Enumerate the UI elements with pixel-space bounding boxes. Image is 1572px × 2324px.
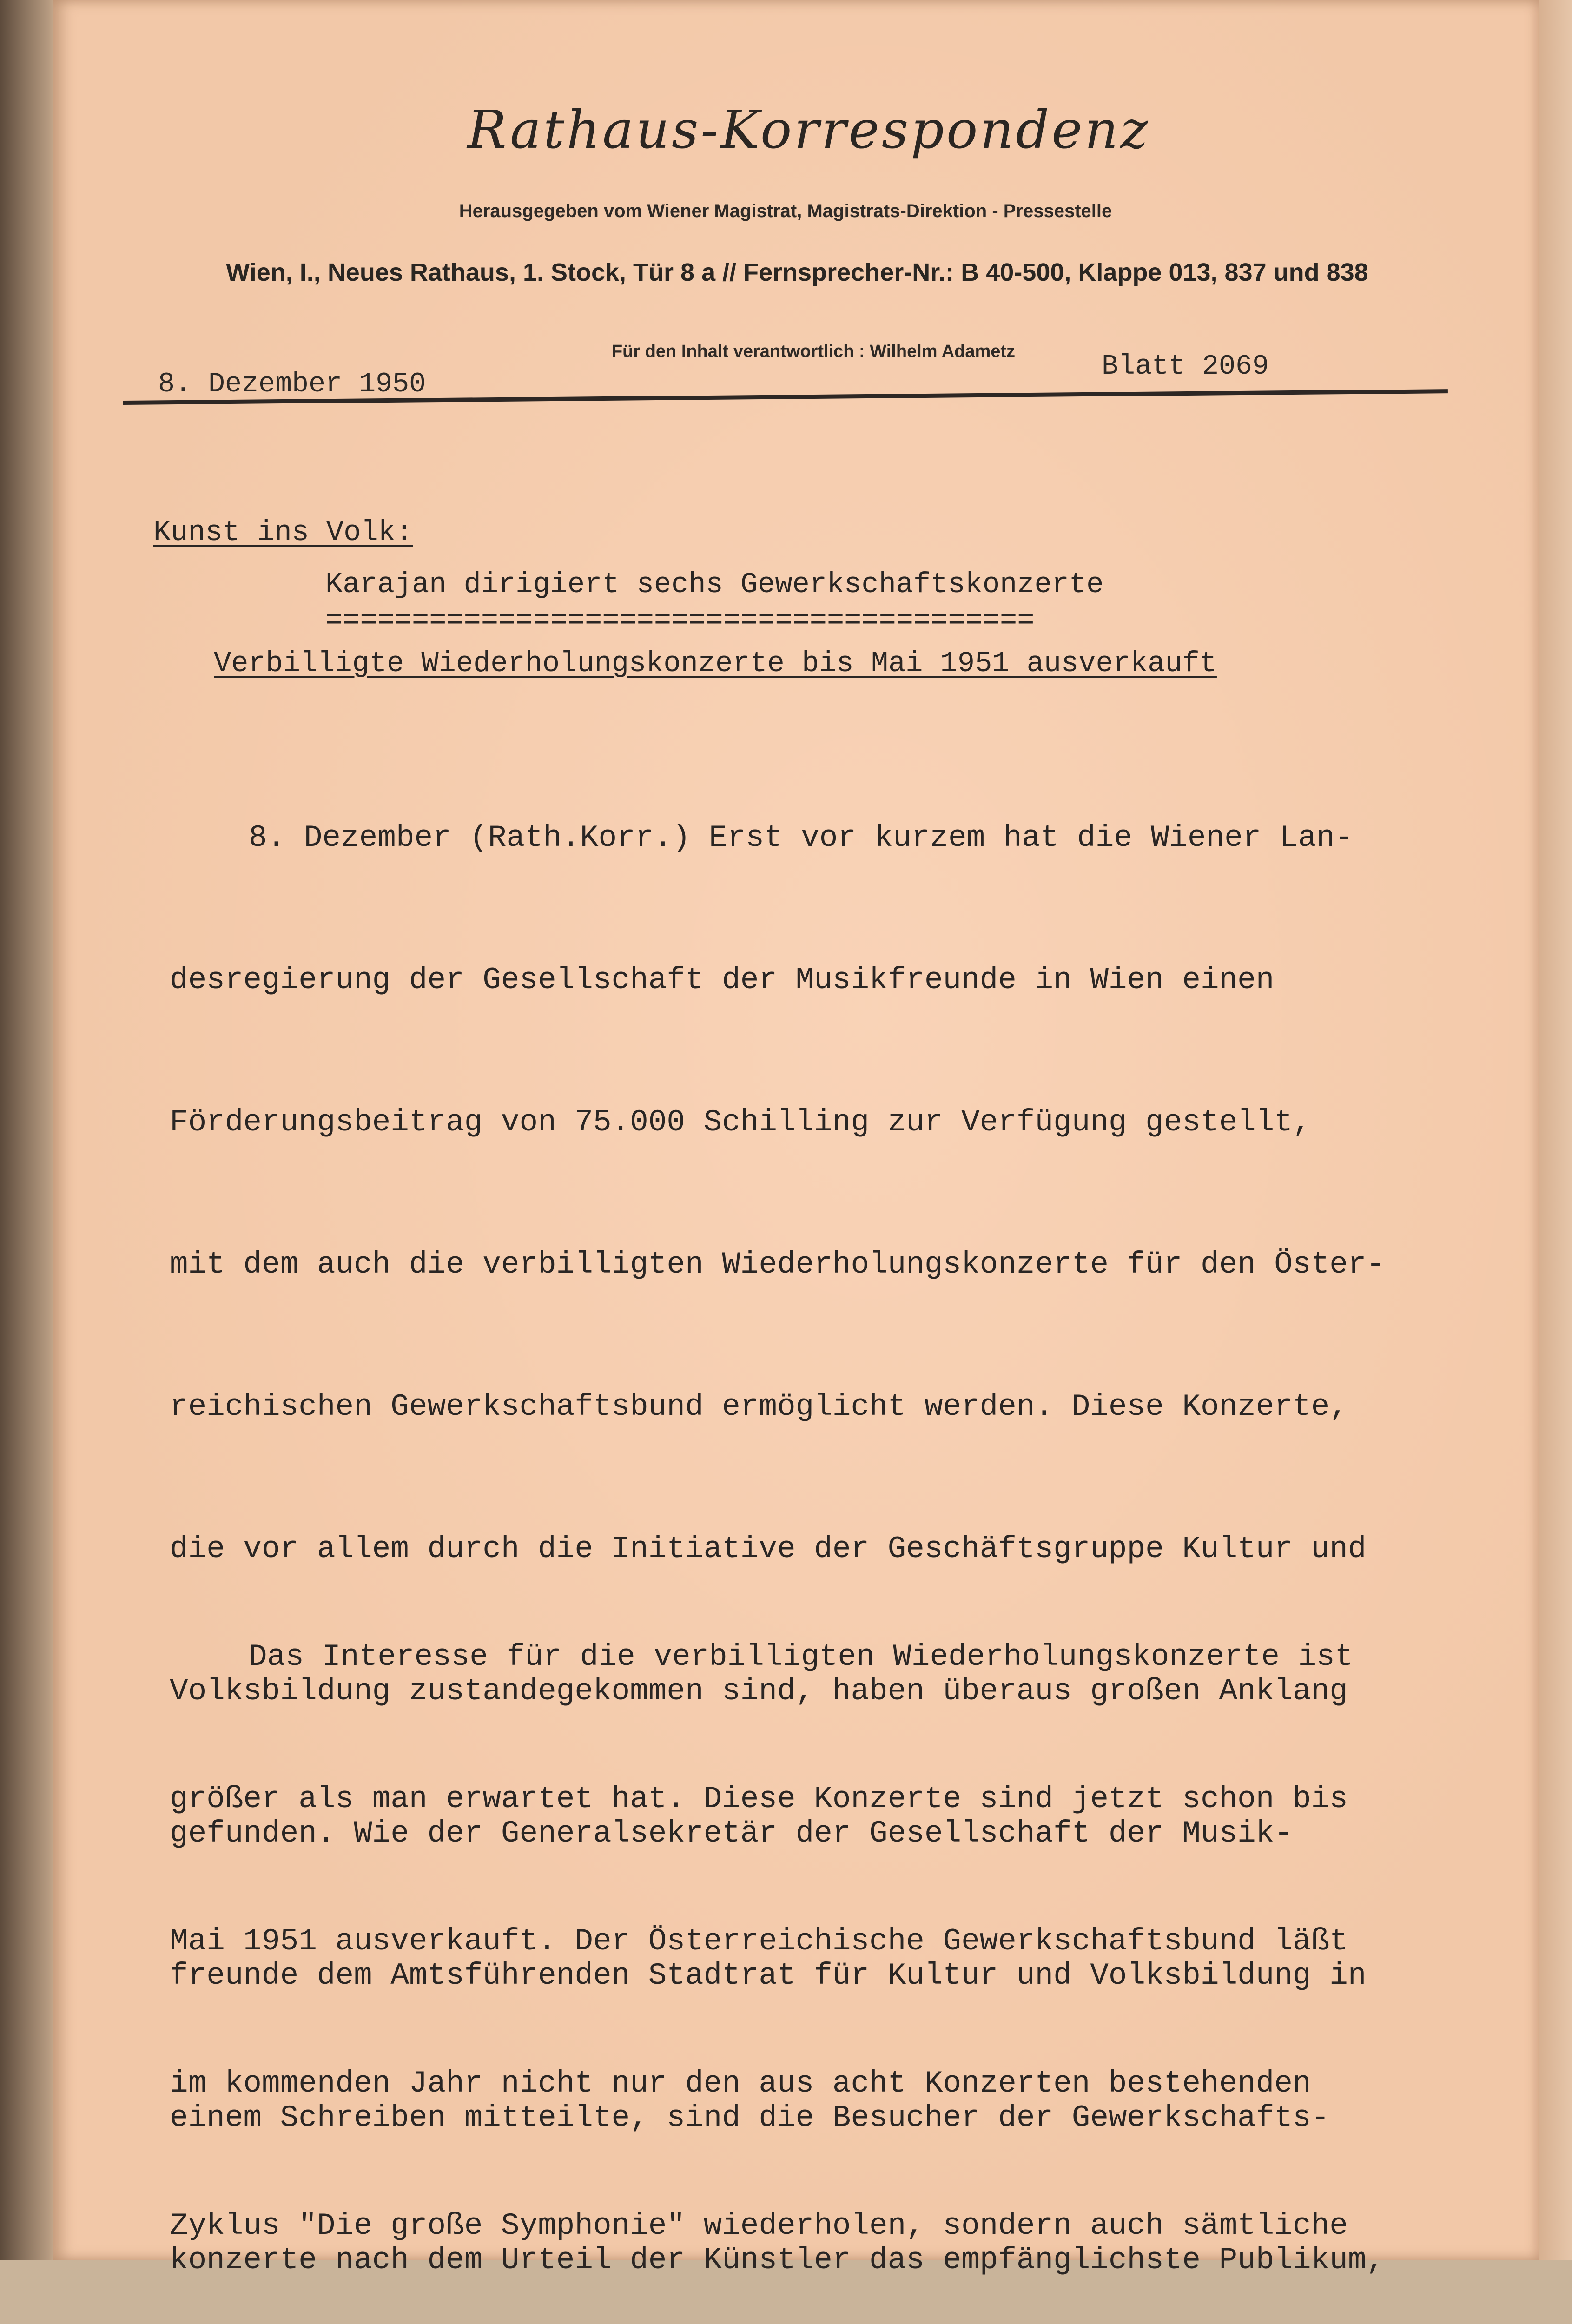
headline-separator: ========================================= <box>325 604 1035 637</box>
responsible-editor: Für den Inhalt verantwortlich : Wilhelm Adametz <box>611 342 1016 361</box>
text-line: 8. Dezember (Rath.Korr.) Erst vor kurzem hat die Wiener Lan- <box>249 820 1354 855</box>
text-line: im kommenden Jahr nicht nur den aus acht Konzerten bestehenden <box>170 2066 1311 2101</box>
paragraph-2 <box>170 1538 1466 2324</box>
issue-date: 8. Dezember 1950 <box>158 369 426 400</box>
masthead-title: Rathaus-Korrespondenz <box>467 100 1150 160</box>
sheet-number: Blatt 2069 <box>1102 351 1269 383</box>
text-line: desregierung der Gesellschaft der Musikfreunde in Wien einen <box>170 963 1275 997</box>
text-line: größer als man erwartet hat. Diese Konzerte sind jetzt schon bis <box>170 1782 1348 1816</box>
text-line: konzerte nach dem Urteil der Künstler das empfänglichste Publikum, <box>170 2243 1385 2278</box>
text-line: gefunden. Wie der Generalsekretär der Gesellschaft der Musik- <box>170 1816 1293 1851</box>
text-line: Förderungsbeitrag von 75.000 Schilling zur Verfügung gestellt, <box>170 1105 1311 1140</box>
text-line: freunde dem Amtsführenden Stadtrat für Kultur und Volksbildung in <box>170 1958 1367 1993</box>
text-line: einem Schreiben mitteilte, sind die Besucher der Gewerkschafts- <box>170 2100 1330 2135</box>
text-line: Zyklus "Die große Symphonie" wiederholen, sondern auch sämtliche <box>170 2208 1348 2243</box>
book-binding <box>0 0 60 2260</box>
address-line: Wien, I., Neues Rathaus, 1. Stock, Tür 8 a // Fernsprecher-Nr.: B 40-500, Klappe 013, 837 und 838 <box>226 258 1368 286</box>
text-line: reichischen Gewerkschaftsbund ermöglicht werden. Diese Konzerte, <box>170 1389 1348 1424</box>
text-line: Mai 1951 ausverkauft. Der Österreichische Gewerkschaftsbund läßt <box>170 1924 1348 1959</box>
text-line: die vor allem durch die Initiative der Geschäftsgruppe Kultur und <box>170 1532 1367 1566</box>
text-line: Volksbildung zustandegekommen sind, haben überaus großen Anklang <box>170 1674 1348 1709</box>
text-line: mit dem auch die verbilligten Wiederholungskonzerte für den Öster- <box>170 1247 1385 1282</box>
page-edge <box>1539 0 1572 2260</box>
publisher-line: Herausgegeben vom Wiener Magistrat, Magistrats-Direktion - Pressestelle <box>459 201 1112 221</box>
headline: Karajan dirigiert sechs Gewerkschaftskonzerte <box>325 568 1104 601</box>
subheadline: Verbilligte Wiederholungskonzerte bis Mai 1951 ausverkauft <box>214 647 1217 680</box>
section-heading: Kunst ins Volk: <box>153 516 413 549</box>
text-line: Das Interesse für die verbilligten Wiederholungskonzerte ist <box>249 1639 1354 1674</box>
